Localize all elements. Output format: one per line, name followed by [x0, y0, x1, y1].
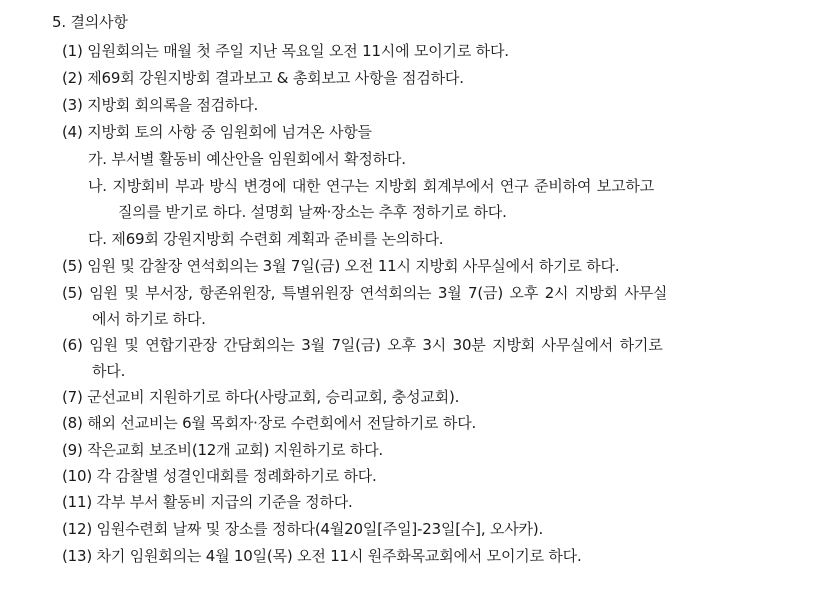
resolution-subitem-4-da: 다. 제69회 강원지방회 수련회 계획과 준비를 논의하다. — [88, 230, 444, 248]
resolution-item-5b-continued: 에서 하기로 하다. — [92, 310, 206, 328]
section-heading: 5. 결의사항 — [52, 13, 128, 31]
resolution-item-6: (6) 임원 및 연합기관장 간담회의는 3월 7일(금) 오후 3시 30분 지방회 사무실에서 하기로 — [62, 336, 663, 354]
resolution-item-5a: (5) 임원 및 감찰장 연석회의는 3월 7일(금) 오전 11시 지방회 사무실에서 하기로 하다. — [62, 257, 620, 275]
resolution-item-10: (10) 각 감찰별 성결인대회를 정례화하기로 하다. — [62, 467, 377, 485]
resolution-subitem-4-na: 나. 지방회비 부과 방식 변경에 대한 연구는 지방회 회계부에서 연구 준비하여 보고하고 — [88, 177, 654, 195]
resolution-item-5b: (5) 임원 및 부서장, 항존위원장, 특별위원장 연석회의는 3월 7(금) 오후 2시 지방회 사무실 — [62, 284, 668, 302]
resolution-item-11: (11) 각부 부서 활동비 지급의 기준을 정하다. — [62, 493, 353, 511]
resolution-item-7: (7) 군선교비 지원하기로 하다(사랑교회, 승리교회, 충성교회). — [62, 388, 460, 406]
resolution-item-8: (8) 해외 선교비는 6월 목회자·장로 수련회에서 전달하기로 하다. — [62, 414, 477, 432]
resolution-item-4: (4) 지방회 토의 사항 중 임원회에 넘겨온 사항들 — [62, 123, 372, 141]
resolution-item-12: (12) 임원수련회 날짜 및 장소를 정하다(4월20일[주일]-23일[수], 오사카). — [62, 520, 544, 538]
resolution-item-1: (1) 임원회의는 매월 첫 주일 지난 목요일 오전 11시에 모이기로 하다. — [62, 42, 509, 60]
resolution-item-2: (2) 제69회 강원지방회 결과보고 & 총회보고 사항을 점검하다. — [62, 69, 464, 87]
resolution-item-13: (13) 차기 임원회의는 4월 10일(목) 오전 11시 원주화목교회에서 모이기로 하다. — [62, 547, 582, 565]
resolution-subitem-4-ga: 가. 부서별 활동비 예산안을 임원회에서 확정하다. — [88, 150, 406, 168]
resolution-item-9: (9) 작은교회 보조비(12개 교회) 지원하기로 하다. — [62, 441, 383, 459]
resolution-item-3: (3) 지방회 회의록을 점검하다. — [62, 96, 259, 114]
resolution-item-6-continued: 하다. — [92, 362, 126, 380]
resolution-subitem-4-na-continued: 질의를 받기로 하다. 설명회 날짜·장소는 추후 정하기로 하다. — [118, 203, 507, 221]
